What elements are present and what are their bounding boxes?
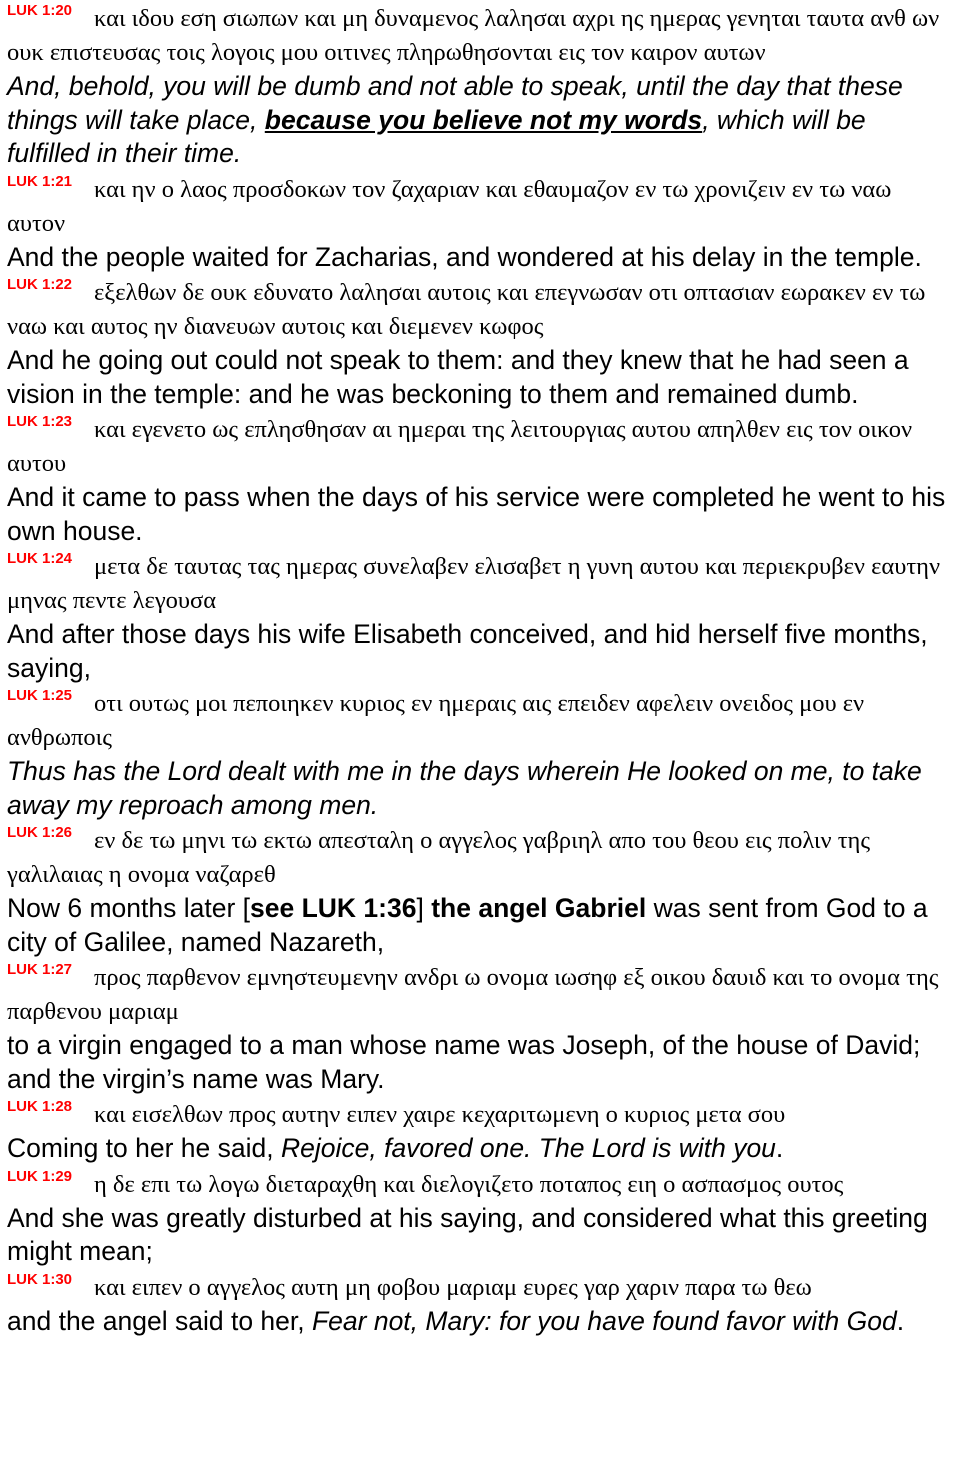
verse-block (7, 548, 955, 685)
greek-text: και ην ο λαος προσδοκων τον ζαχαριαν και εθαυμαζον εν τω χρονιζειν εν τω ναω αυτον (7, 175, 892, 237)
verse-reference: LUK 1:28 (7, 1098, 73, 1115)
greek-text: προς παρθενον εμνηστευμενην ανδρι ω ονομα ιωσηφ εξ οικου δαυιδ και το ονομα της παρθενου μαριαμ (7, 964, 939, 1025)
verse-reference: LUK 1:27 (7, 961, 73, 978)
verse-block (7, 171, 955, 275)
english-translation (7, 1132, 955, 1166)
english-translation (7, 241, 955, 275)
verse-block (7, 822, 955, 959)
english-translation (7, 481, 955, 548)
verse-reference: LUK 1:21 (7, 172, 73, 190)
greek-text: και ιδου εση σιωπων και μη δυναμενος λαλησαι αχρι ης ημερας γενηται ταυτα ανθ ων ουκ επιστευσας τοις λογοις μου οιτινες πληρωθησονται εις τον καιρον αυτων (7, 5, 940, 66)
translation-segment: the angel Gabriel (431, 893, 647, 923)
translation-segment: and the angel said to her, (7, 1305, 312, 1336)
translation-segment: And she was greatly disturbed at his saying, and considered what this greeting might mean; (7, 1202, 928, 1266)
translation-segment: see LUK 1:36 (250, 893, 417, 923)
verse-reference: LUK 1:29 (7, 1167, 73, 1185)
english-translation (7, 1305, 955, 1339)
english-translation (7, 755, 955, 822)
verse-reference: LUK 1:26 (7, 824, 73, 841)
english-translation (7, 344, 955, 411)
greek-text: η δε επι τω λογω διεταραχθη και διελογιζετο ποταπος ειη ο ασπασμος ουτος (94, 1170, 844, 1198)
greek-text: μετα δε ταυτας τας ημερας συνελαβεν ελισαβετ η γυνη αυτου και περιεκρυβεν εαυτην μηνας πεντε λεγουσα (7, 553, 941, 614)
translation-segment: And after those days his wife Elisabeth conceived, and hid herself five months, saying, (7, 619, 928, 683)
verse-block (7, 685, 955, 822)
translation-segment: And it came to pass when the days of his service were completed he went to his own house. (7, 482, 946, 546)
greek-text: και εγενετο ως επλησθησαν αι ημεραι της λειτουργιας αυτου απηλθεν εις τον οικον αυτου (7, 416, 913, 477)
english-translation (7, 618, 955, 685)
verse-block (7, 0, 955, 171)
translation-segment: Coming to her he said, (7, 1133, 281, 1163)
english-translation (7, 892, 955, 959)
translation-segment: And he going out could not speak to them: and they knew that he had seen a vision in the temple: and he was beckoning to them and remained dumb. (7, 345, 909, 409)
translation-segment: . (896, 1305, 905, 1336)
verse-reference: LUK 1:20 (7, 2, 73, 19)
english-translation (7, 1029, 955, 1096)
translation-segment: Now 6 months later [ (7, 893, 251, 923)
verse-block (7, 1166, 955, 1269)
verse-reference: LUK 1:24 (7, 550, 73, 567)
verse-block (7, 959, 955, 1096)
verse-reference: LUK 1:25 (7, 687, 73, 704)
verse-reference: LUK 1:23 (7, 413, 73, 430)
verse-block (7, 274, 955, 411)
verse-block (7, 411, 955, 548)
translation-segment: , which will be fulfilled in their time. (7, 104, 866, 168)
translation-segment: And the people waited for Zacharias, and wondered at his delay in the temple. (7, 241, 922, 272)
verse-block (7, 1269, 955, 1339)
translation-segment: Rejoice, favored one. The Lord is with you (280, 1133, 776, 1163)
greek-text: εν δε τω μηνι τω εκτω απεσταλη ο αγγελος γαβριηλ απο του θεου εις πολιν της γαλιλαιας η ονομα ναζαρεθ (7, 827, 871, 888)
translation-segment: Thus has the Lord dealt with me in the days wherein He looked on me, to take away my reproach among men. (7, 756, 922, 820)
greek-text: οτι ουτως μοι πεποιηκεν κυριος εν ημεραις αις επειδεν αφελειν ονειδος μου εν ανθρωποις (7, 690, 865, 751)
english-translation (7, 1202, 955, 1269)
verse-reference: LUK 1:30 (7, 1270, 73, 1288)
translation-segment: ] (416, 893, 432, 923)
scripture-page (7, 0, 955, 1338)
translation-segment: . (775, 1133, 784, 1163)
translation-segment: because you believe not my words (264, 104, 703, 135)
greek-text: εξελθων δε ουκ εδυνατο λαλησαι αυτοις και επεγνωσαν οτι οπτασιαν εωρακεν εν τω ναω και αυτος ην διανευων αυτοις και διεμενεν κωφος (7, 279, 926, 340)
translation-segment: to a virgin engaged to a man whose name was Joseph, of the house of David; and the virgin’s name was Mary. (7, 1030, 921, 1094)
translation-segment: was sent from God to a city of Galilee, named Nazareth, (7, 893, 928, 957)
greek-text: και ειπεν ο αγγελος αυτη μη φοβου μαριαμ ευρες γαρ χαριν παρα τω θεω (94, 1273, 812, 1301)
verse-reference: LUK 1:22 (7, 276, 73, 293)
greek-text: και εισελθων προς αυτην ειπεν χαιρε κεχαριτωμενη ο κυριος μετα σου (94, 1101, 786, 1128)
english-translation (7, 70, 955, 171)
translation-segment: And, behold, you will be dumb and not able to speak, until the day that these things will take place, (7, 71, 903, 135)
translation-segment: Fear not, Mary: for you have found favor with God (311, 1305, 897, 1336)
verse-block (7, 1096, 955, 1166)
